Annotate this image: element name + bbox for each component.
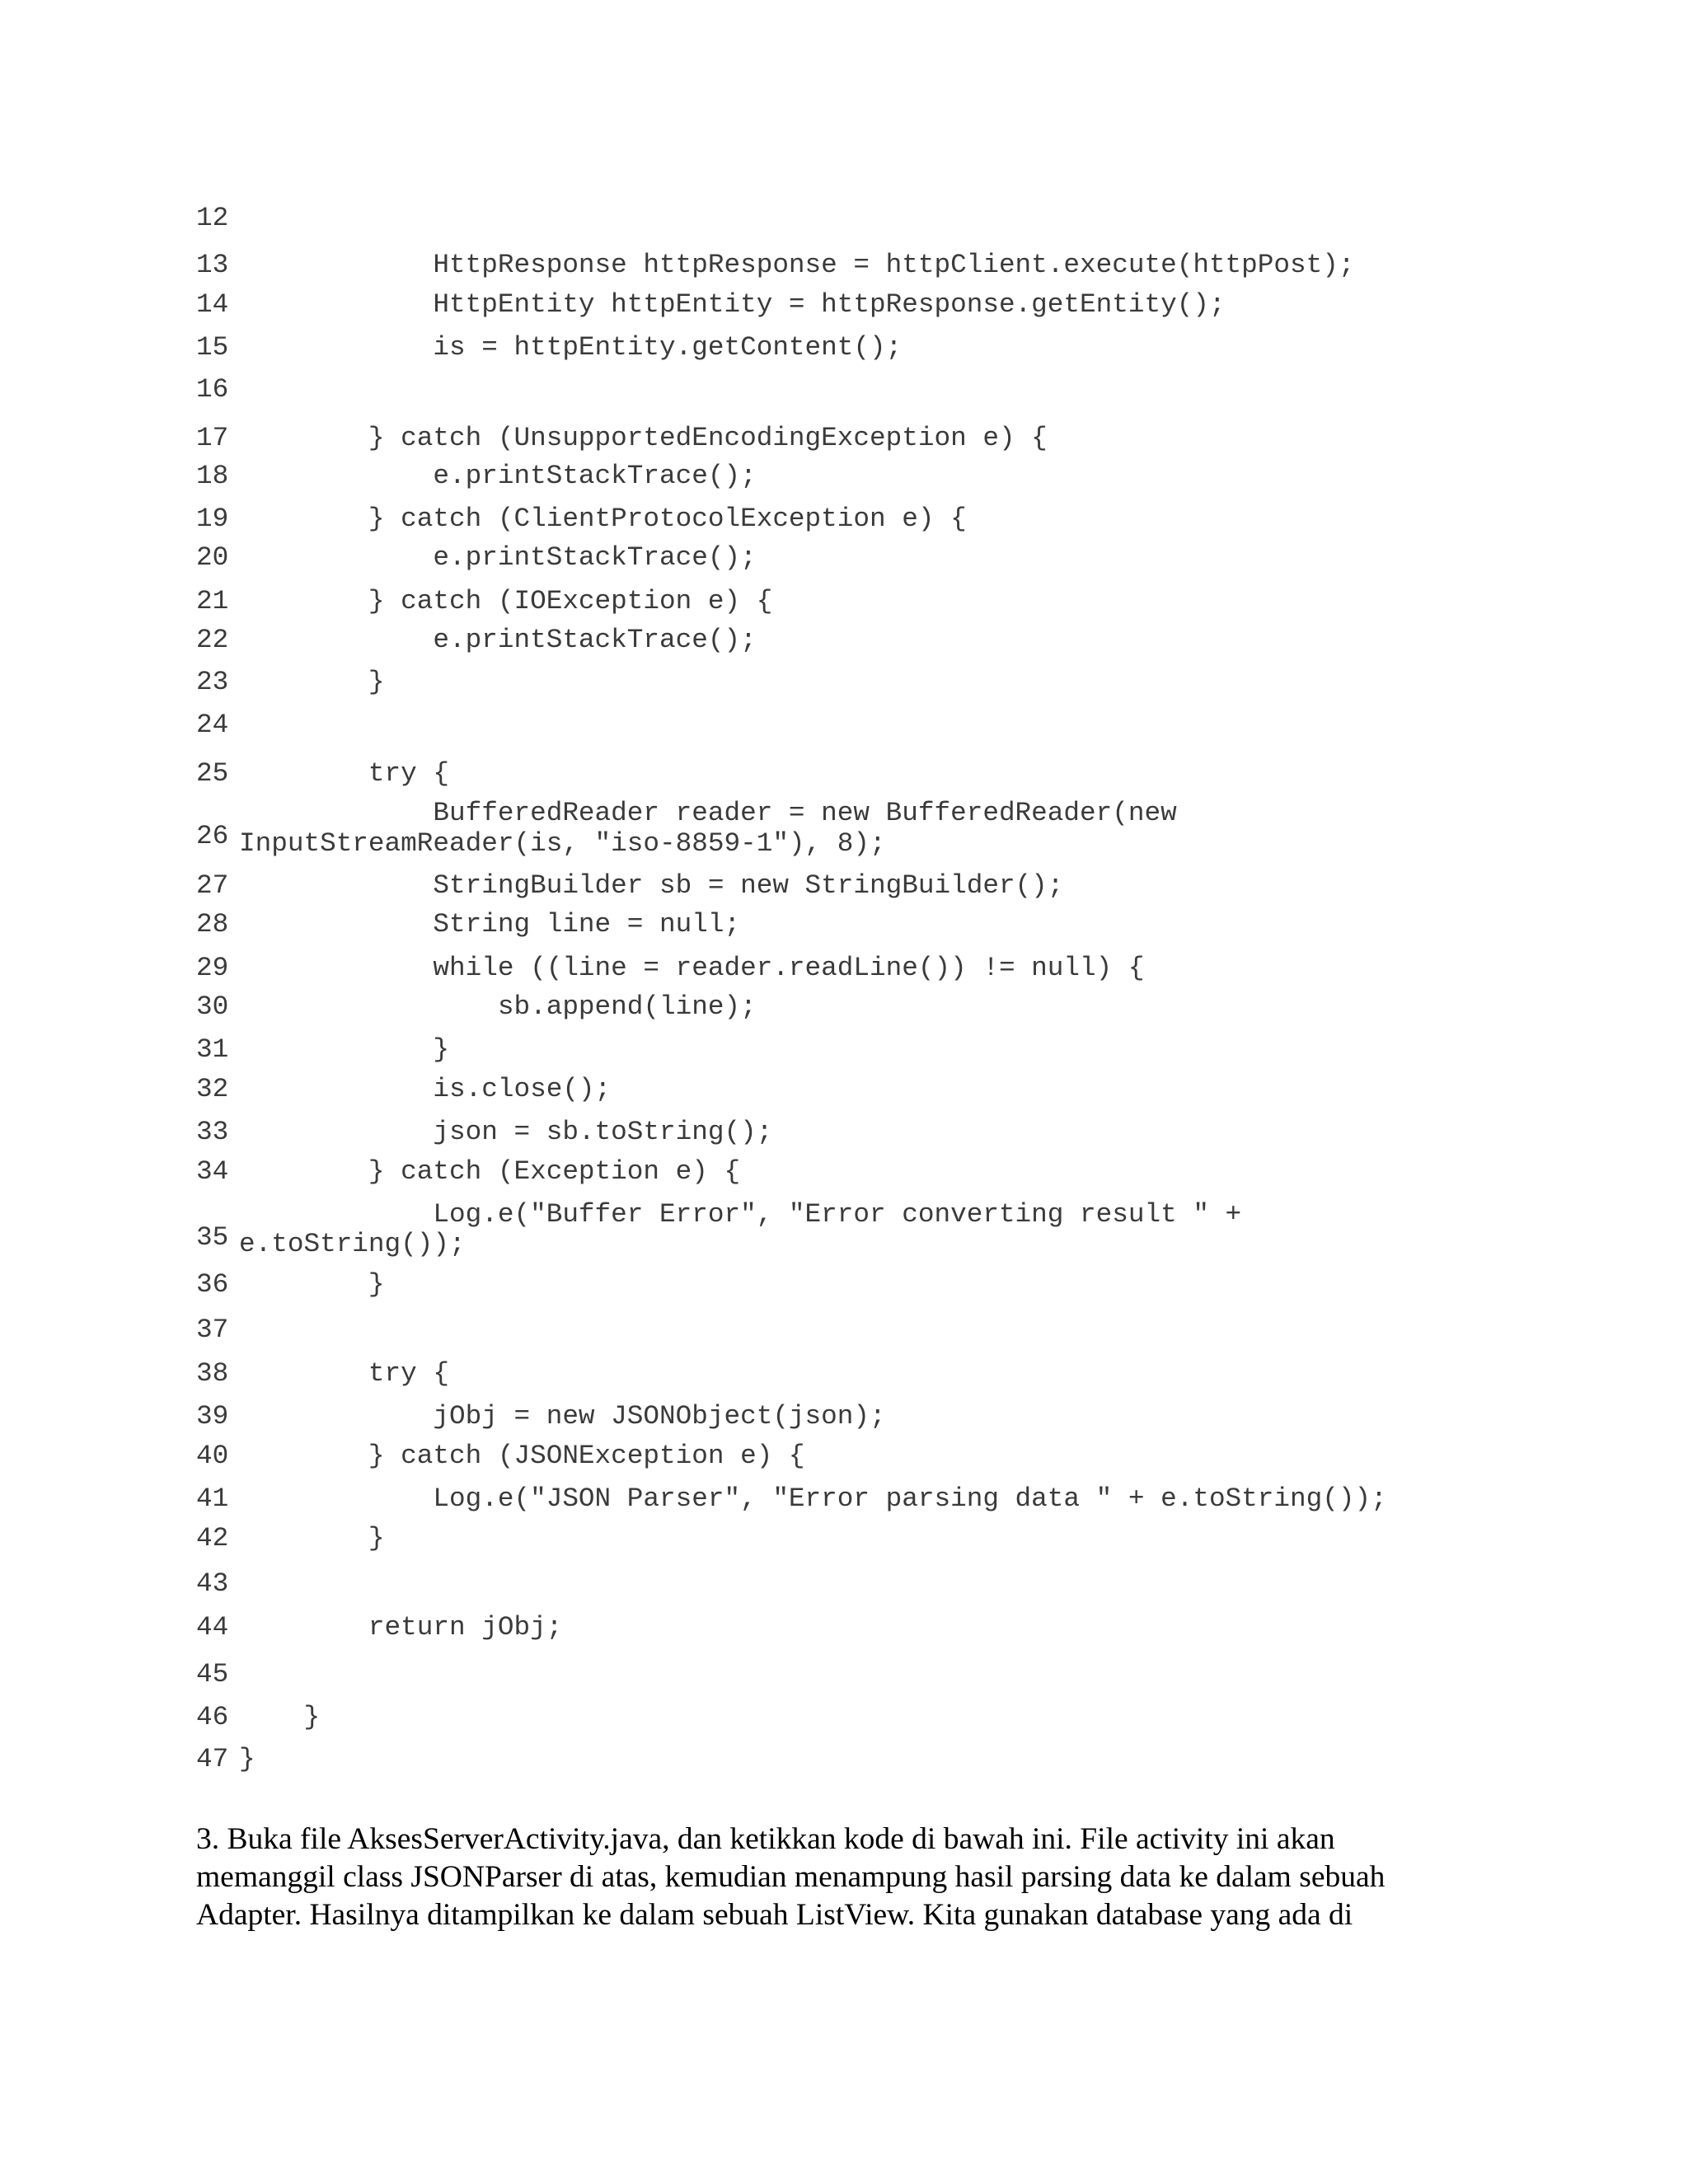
code-text: } catch (ClientProtocolException e) { [239,504,967,535]
code-text: jObj = new JSONObject(json); [239,1400,886,1432]
code-line [0,288,1688,321]
code-line [0,797,1688,859]
code-line [0,624,1688,657]
code-text: } [239,1033,450,1065]
code-line [0,991,1688,1024]
code-text: json = sb.toString(); [239,1116,773,1147]
code-text: e.printStackTrace(); [239,461,757,492]
paragraph-line: 3. Buka file AksesServerActivity.java, dan ketikkan kode di bawah ini. File activity ini akan [196,1822,1335,1856]
line-number: 40 [196,1441,229,1472]
code-text: } [239,1701,321,1732]
code-line [0,666,1688,699]
line-number: 42 [196,1523,229,1554]
code-line [0,1440,1688,1473]
code-text: sb.append(line); [239,991,757,1022]
code-text-continuation: e.toString()); [239,1229,466,1260]
line-number: 16 [196,374,229,405]
code-text: is = httpEntity.getContent(); [239,331,903,363]
line-number: 29 [196,953,229,984]
code-text: } catch (Exception e) { [239,1155,741,1187]
line-number: 27 [196,870,229,902]
code-line [0,1116,1688,1149]
code-text: e.printStackTrace(); [239,541,757,573]
line-number: 32 [196,1073,229,1104]
code-text: } [239,1523,385,1554]
code-line [0,1568,1688,1601]
code-line [0,1743,1688,1776]
code-line [0,1033,1688,1066]
line-number: 35 [196,1221,229,1253]
code-text: HttpEntity httpEntity = httpResponse.getEntity(); [239,289,1226,321]
line-number: 28 [196,908,229,940]
line-number: 21 [196,586,229,617]
code-text-continuation: InputStreamReader(is, "iso-8859-1"), 8); [239,827,886,859]
line-number: 13 [196,249,229,280]
code-text: StringBuilder sb = new StringBuilder(); [239,870,1064,902]
code-line [0,541,1688,574]
line-number: 45 [196,1659,229,1690]
line-number: 30 [196,991,229,1022]
line-number: 20 [196,541,229,573]
code-line [0,1400,1688,1433]
line-number: 41 [196,1483,229,1514]
line-number: 25 [196,757,229,789]
code-line [0,422,1688,455]
paragraph-line: memanggil class JSONParser di atas, kemudian menampung hasil parsing data ke dalam sebuah [196,1860,1386,1894]
code-text: } [239,1268,385,1300]
code-line [0,1198,1688,1260]
code-line [0,869,1688,902]
code-line [0,373,1688,406]
line-number: 15 [196,331,229,363]
code-line [0,503,1688,536]
instruction-paragraph [196,1821,1482,1934]
code-text: try { [239,757,450,789]
line-number: 23 [196,667,229,698]
code-line [0,709,1688,742]
code-text: try { [239,1358,450,1389]
code-line [0,757,1688,790]
line-number: 47 [196,1744,229,1775]
code-line [0,1073,1688,1106]
code-line [0,202,1688,235]
code-line [0,249,1688,282]
code-line [0,1268,1688,1301]
code-line [0,460,1688,493]
line-number: 18 [196,461,229,492]
line-number: 12 [196,203,229,234]
code-line [0,908,1688,941]
code-text: is.close(); [239,1073,612,1104]
code-text: HttpResponse httpResponse = httpClient.execute(httpPost); [239,249,1355,280]
line-number: 39 [196,1400,229,1432]
code-line [0,1357,1688,1390]
line-number: 31 [196,1033,229,1065]
code-text: } catch (UnsupportedEncodingException e) { [239,422,1048,453]
line-number: 46 [196,1701,229,1732]
code-text: } [239,667,385,698]
code-line [0,1483,1688,1516]
code-text: e.printStackTrace(); [239,624,757,655]
line-number: 43 [196,1568,229,1600]
code-text: } [239,1744,256,1775]
line-number: 38 [196,1358,229,1389]
paragraph-line: Adapter. Hasilnya ditampilkan ke dalam sebuah ListView. Kita gunakan database yang ada di [196,1898,1353,1932]
line-number: 44 [196,1612,229,1643]
line-number: 26 [196,821,229,852]
line-number: 19 [196,504,229,535]
code-text: } catch (JSONException e) { [239,1441,805,1472]
code-line [0,1314,1688,1347]
line-number: 33 [196,1116,229,1147]
line-number: 36 [196,1268,229,1300]
code-text: } catch (IOException e) { [239,586,773,617]
code-text: String line = null; [239,908,741,940]
code-line [0,1611,1688,1644]
code-text: return jObj; [239,1612,563,1643]
code-text: Log.e("Buffer Error", "Error converting result " + [239,1198,1242,1230]
code-line [0,1658,1688,1691]
line-number: 37 [196,1314,229,1345]
code-line [0,331,1688,364]
code-line [0,1701,1688,1734]
line-number: 14 [196,289,229,321]
code-line [0,585,1688,618]
line-number: 17 [196,422,229,453]
line-number: 22 [196,624,229,655]
code-line [0,1155,1688,1188]
code-text: BufferedReader reader = new BufferedReader(new [239,797,1177,828]
code-line [0,1522,1688,1555]
code-line [0,952,1688,985]
code-text: Log.e("JSON Parser", "Error parsing data " + e.toString()); [239,1483,1387,1514]
line-number: 34 [196,1155,229,1187]
code-text: while ((line = reader.readLine()) != null) { [239,953,1145,984]
line-number: 24 [196,710,229,741]
